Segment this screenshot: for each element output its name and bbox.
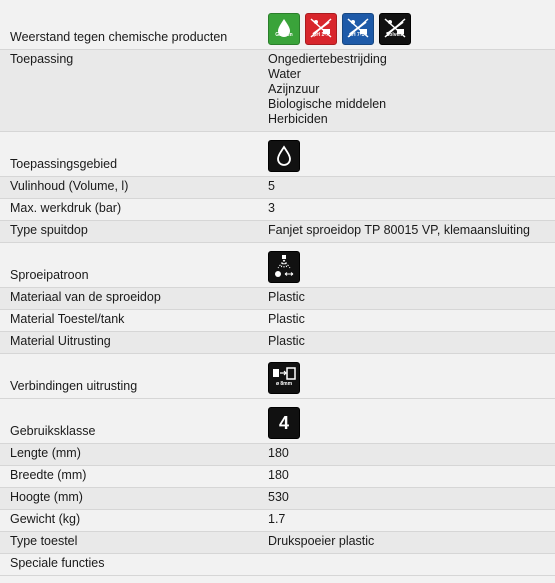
row-label: Max. werkdruk (bar) [10, 201, 122, 215]
garden-icon [268, 13, 300, 45]
row-max-pressure [0, 199, 555, 221]
row-volume [0, 177, 555, 199]
row-equipment-material [0, 332, 555, 354]
row-label: Vulinhoud (Volume, l) [10, 179, 129, 193]
solvent-caption: Solvent [385, 32, 405, 38]
application-value: Biologische middelen [268, 97, 387, 111]
acid-caption: pH 1-7 [313, 32, 329, 38]
row-label: Material Toestel/tank [10, 312, 125, 326]
row-value: Plastic [268, 334, 305, 348]
row-value [258, 571, 555, 575]
row-value: 3 [268, 201, 275, 215]
row-label: Type spuitdop [10, 223, 88, 237]
row-height [0, 488, 555, 510]
row-usage-class [0, 399, 555, 444]
row-application [0, 50, 555, 132]
alkali-caption: pH 7-14 [348, 32, 368, 38]
row-length [0, 444, 555, 466]
row-nozzle-type [0, 221, 555, 243]
spray-pattern-icon [268, 251, 300, 283]
row-label: Gebruiksklasse [10, 424, 96, 438]
row-label: Materiaal van de sproeidop [10, 290, 161, 304]
row-label: Toepassingsgebied [10, 157, 118, 171]
row-value: Plastic [268, 290, 305, 304]
garden-caption: Garden [275, 32, 293, 38]
row-value: 1.7 [268, 512, 286, 526]
row-device-material [0, 310, 555, 332]
row-weight [0, 510, 555, 532]
row-value: 180 [268, 446, 289, 460]
row-value: Plastic [268, 312, 305, 326]
row-nozzle-material [0, 288, 555, 310]
row-label: Gewicht (kg) [10, 512, 81, 526]
row-value: 530 [268, 490, 289, 504]
row-label: Lengte (mm) [10, 446, 81, 460]
application-value: Herbiciden [268, 112, 328, 126]
row-label: Sproeipatroon [10, 268, 89, 282]
row-application-area [0, 132, 555, 177]
row-label: Type toestel [10, 534, 78, 548]
row-label: Speciale functies [10, 556, 105, 570]
row-chemical-resistance [0, 0, 555, 50]
row-value: Drukspoeier plastic [268, 534, 375, 548]
row-label: Material Uitrusting [10, 334, 111, 348]
application-value: Water [268, 67, 301, 81]
chemical-icons [258, 8, 555, 49]
row-device-type [0, 532, 555, 554]
row-value: 180 [268, 468, 289, 482]
alkali-icon [342, 13, 374, 45]
row-label: Weerstand tegen chemische producten [10, 30, 228, 44]
row-label: Hoogte (mm) [10, 490, 83, 504]
acid-icon [305, 13, 337, 45]
application-values [258, 50, 555, 131]
row-value: 5 [268, 179, 275, 193]
application-value: Ongediertebestrijding [268, 52, 387, 66]
connection-icon [268, 362, 300, 394]
row-spray-pattern [0, 243, 555, 288]
row-label: Breedte (mm) [10, 468, 87, 482]
usage-class-number: 4 [278, 412, 289, 433]
application-value: Azijnzuur [268, 82, 320, 96]
row-label: Toepassing [10, 52, 74, 66]
row-connections [0, 354, 555, 399]
row-value: Fanjet sproeidop TP 80015 VP, klemaansluiting [268, 223, 530, 237]
usage-class-badge [268, 407, 300, 439]
row-special-functions [0, 554, 555, 576]
water-drop-icon [268, 140, 300, 172]
connection-caption: ø 8mm [275, 381, 293, 387]
row-width [0, 466, 555, 488]
row-label: Verbindingen uitrusting [10, 379, 138, 393]
solvent-icon [379, 13, 411, 45]
